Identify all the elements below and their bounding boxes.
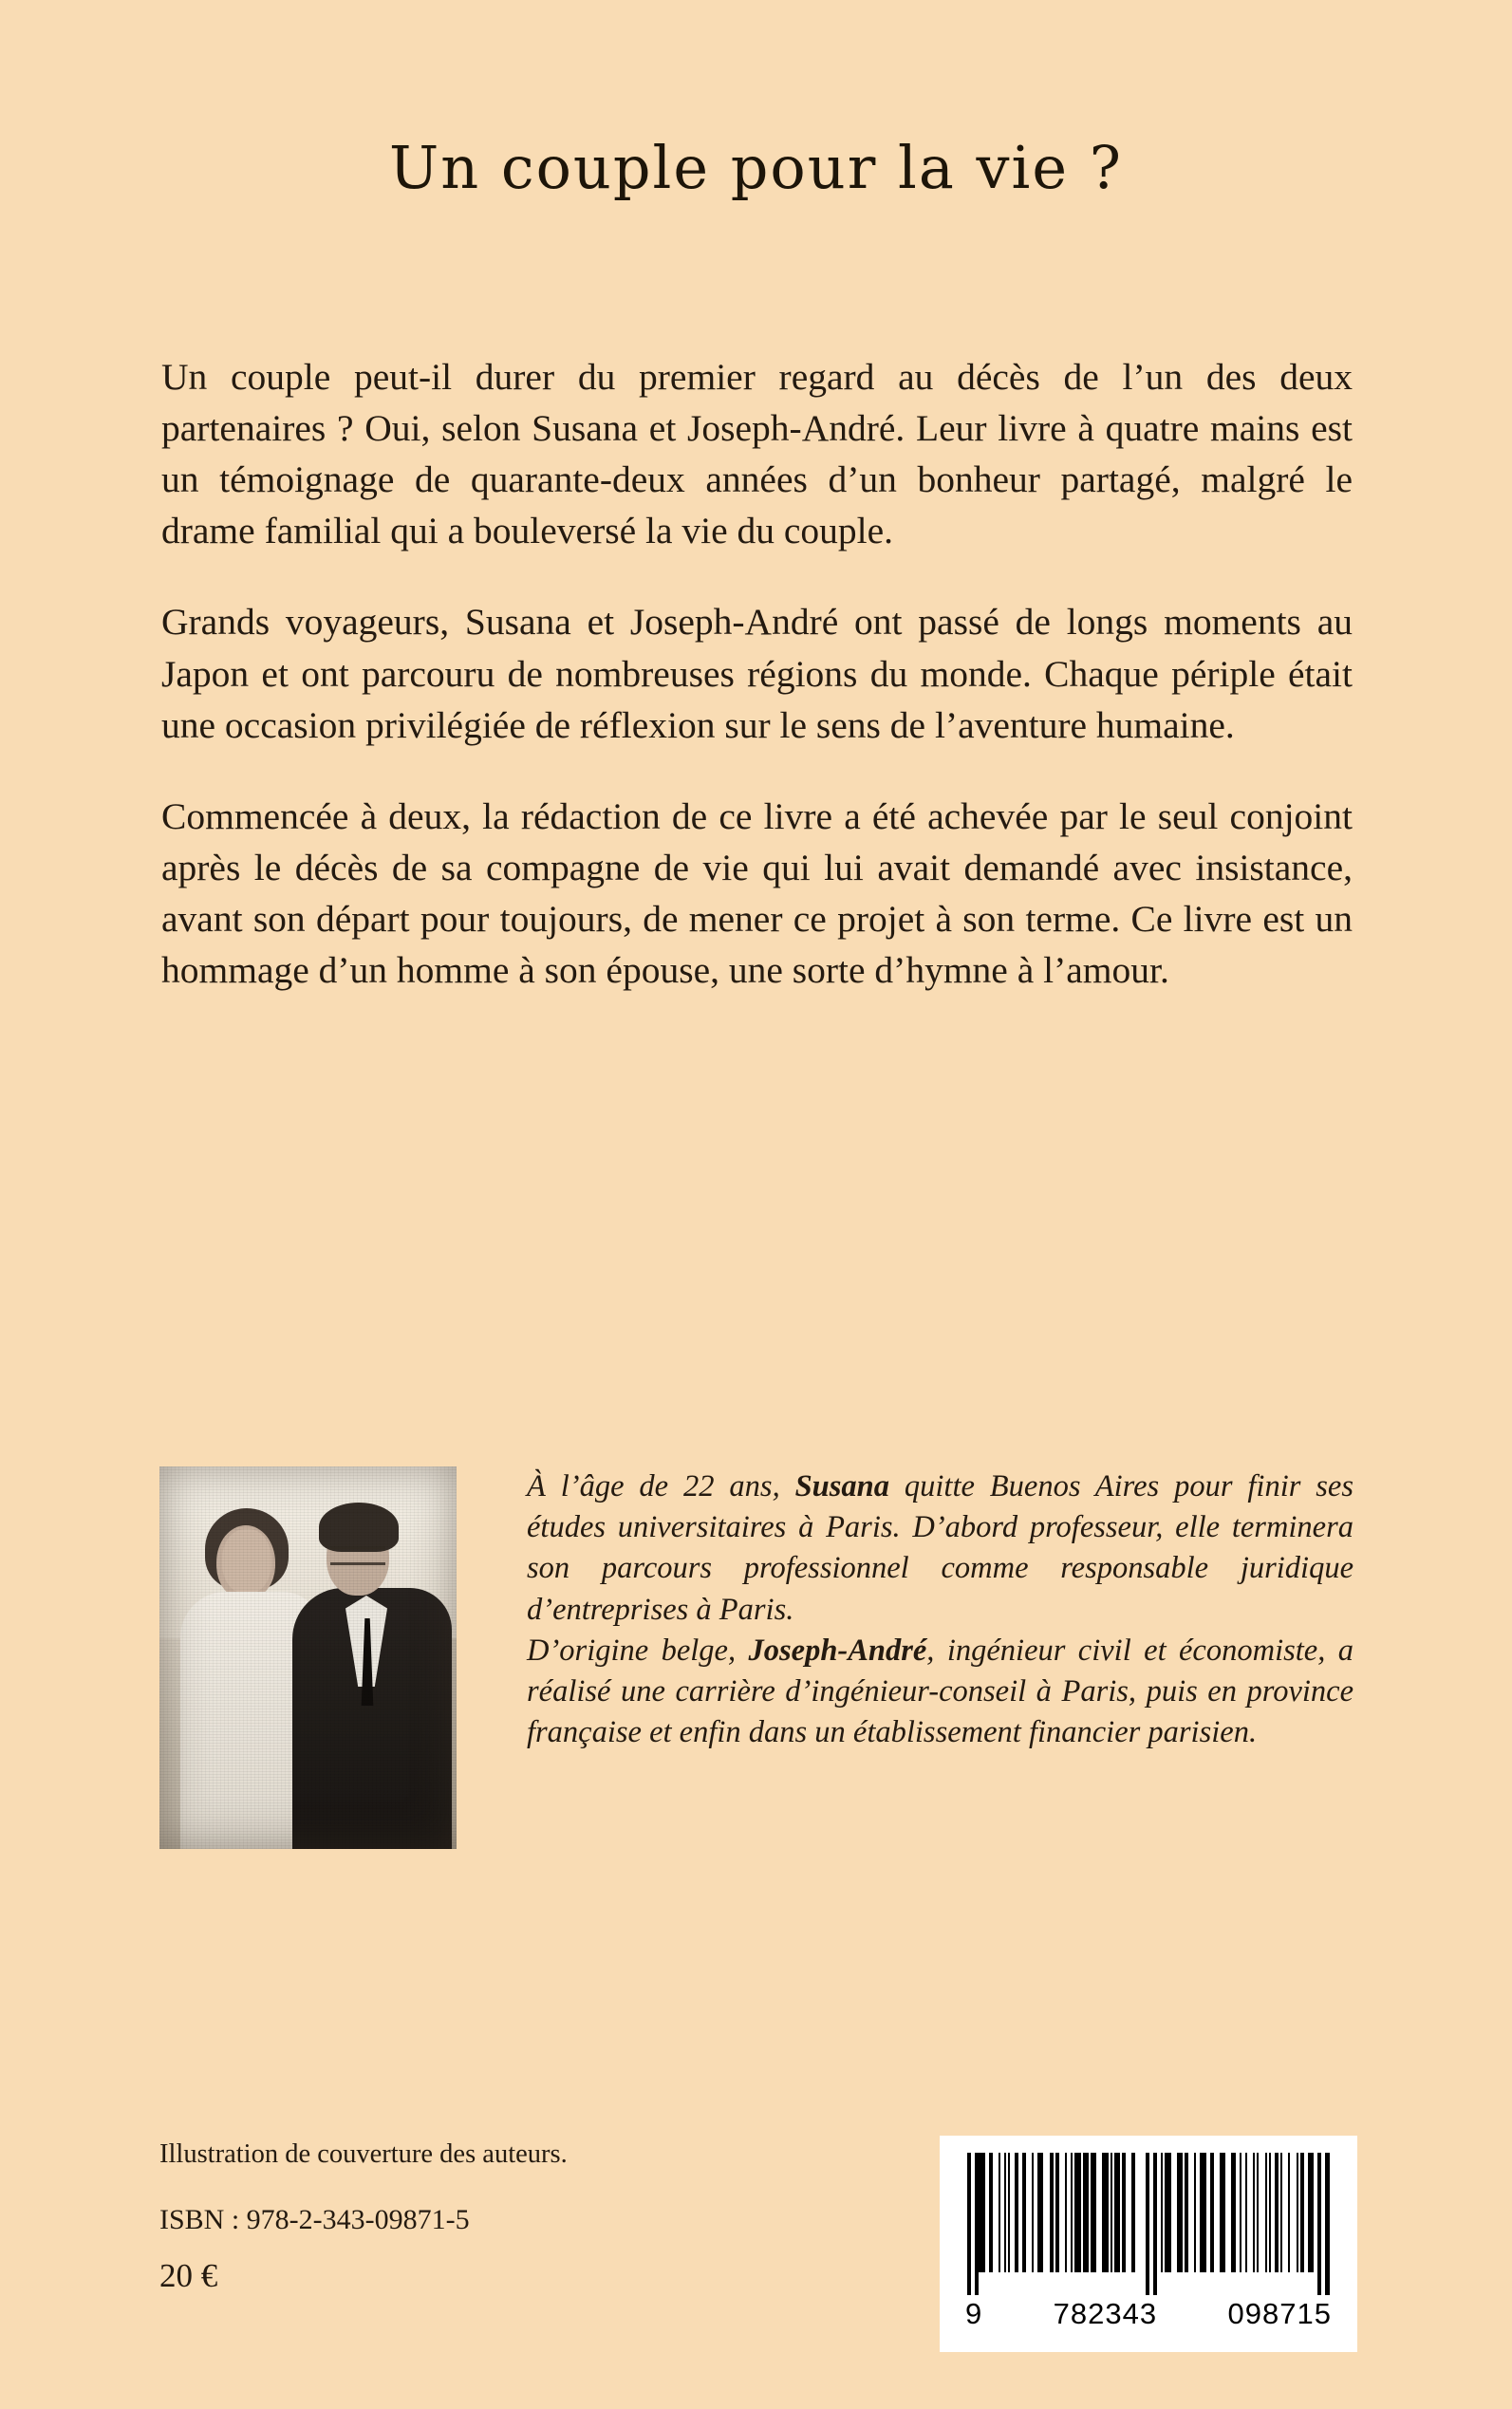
barcode-digits-left: 782343 — [1053, 2297, 1158, 2330]
blurb-paragraph: Un couple peut-il durer du premier regard au décès de l’un des deux partenaires ? Oui, selon Susana et Joseph-André. Leur livre à quatre mains est un témoignage de quarante-deux années d’un bonheur partagé, malgré le drame familial qui a bouleversé la vie du couple. — [161, 356, 1353, 552]
bio-paragraph-susana — [527, 1466, 1353, 1631]
blurb-paragraph: Commencée à deux, la rédaction de ce livre a été achevée par le seul conjoint après le décès de sa compagne de vie qui lui avait demandé avec insistance, avant son départ pour toujours, de mener ce projet à son terme. Ce livre est un hommage d’un homme à son épouse, une sorte d’hymne à l’amour. — [161, 794, 1353, 992]
bio-text-part: À l’âge de 22 ans, — [527, 1469, 795, 1503]
authors-bio-block — [159, 1466, 1353, 1849]
barcode-digits — [963, 2297, 1334, 2331]
cover-credit: Illustration de couverture des auteurs. — [159, 2139, 568, 2169]
barcode-digit-lead: 9 — [965, 2297, 983, 2330]
barcode-bars — [967, 2153, 1330, 2295]
barcode — [940, 2136, 1357, 2352]
price-text: 20 € — [159, 2257, 218, 2294]
author-name-susana: Susana — [794, 1469, 889, 1503]
bio-text-part: quitte Buenos Aires pour finir ses études universitaires à Paris. D’abord professeur, elle terminera son parcours professionnel comme responsable juridique d’entreprises à Paris. — [527, 1469, 1354, 1627]
barcode-digits-right: 098715 — [1227, 2297, 1332, 2330]
authors-photo — [159, 1466, 457, 1849]
blurb-text — [161, 351, 1353, 996]
authors-bio-text — [527, 1466, 1353, 1754]
blurb-paragraph: Grands voyageurs, Susana et Joseph-André ont passé de longs moments au Japon et ont parcouru de nombreuses régions du monde. Chaque périple était une occasion privilégiée de réflexion sur le sens de l’aventure humaine. — [161, 601, 1353, 746]
bio-paragraph-joseph-andre — [527, 1631, 1353, 1754]
author-name-joseph-andre: Joseph-André — [748, 1633, 927, 1668]
photo-vignette — [159, 1466, 457, 1849]
isbn-text: ISBN : 978-2-343-09871-5 — [159, 2204, 470, 2235]
page-title: Un couple pour la vie ? — [388, 133, 1124, 202]
bio-text-part: , ingénieur civil et économiste, a réalisé une carrière d’ingénieur-conseil à Paris, puis en province française et enfin dans un établissement financier parisien. — [527, 1633, 1353, 1750]
bio-text-part: D’origine belge, — [527, 1633, 749, 1668]
